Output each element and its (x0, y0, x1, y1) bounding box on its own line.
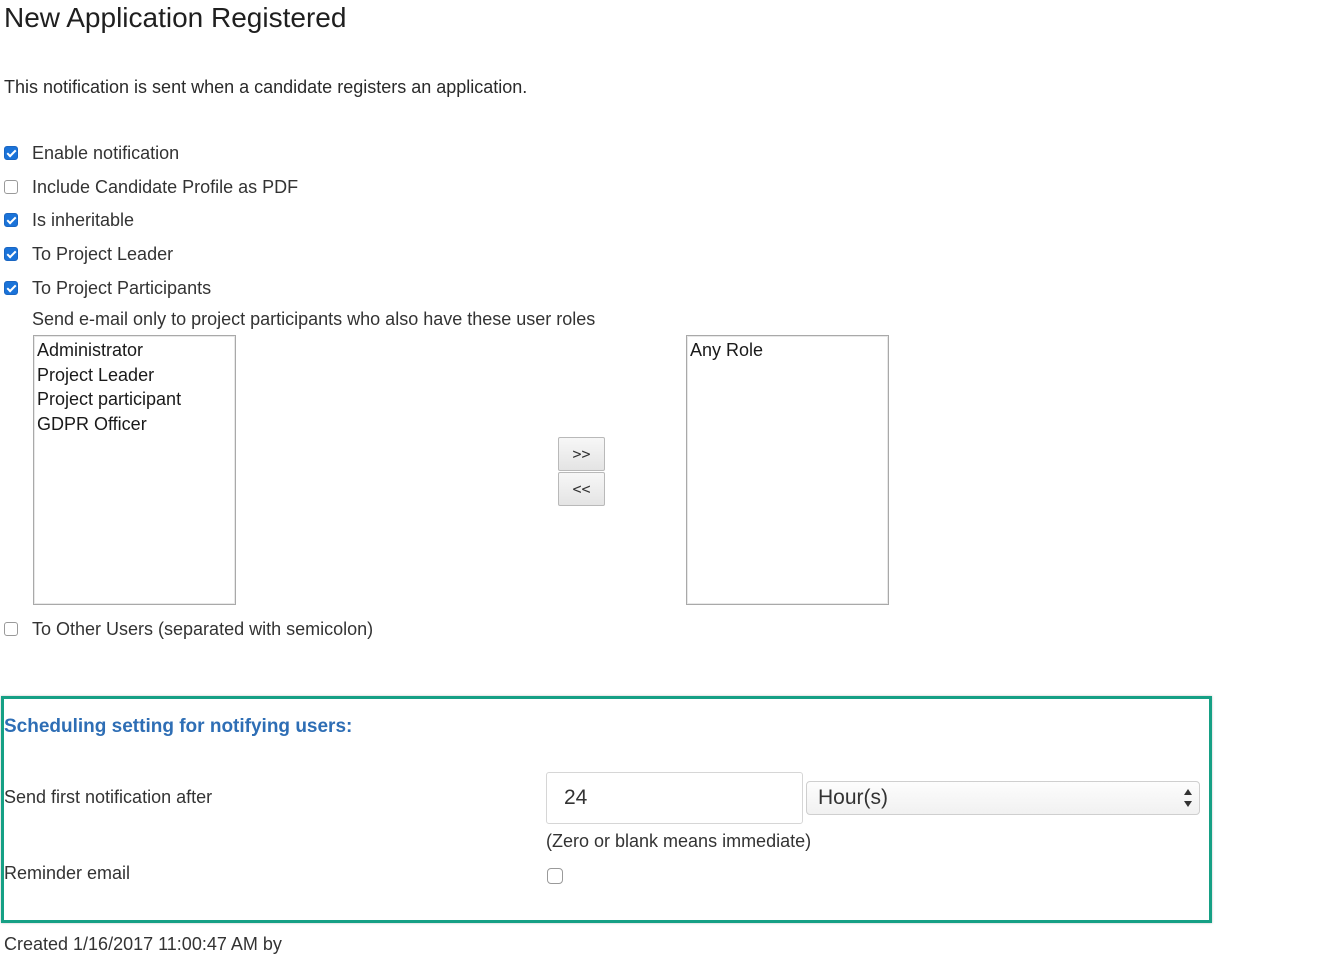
enable-notification-checkbox[interactable] (4, 146, 18, 160)
inheritable-checkbox[interactable] (4, 213, 18, 227)
role-option[interactable]: Administrator (37, 340, 144, 360)
inheritable-option[interactable] (4, 208, 134, 232)
first-notification-label: Send first notification after (4, 787, 213, 807)
select-arrows-icon (1183, 789, 1193, 807)
inheritable-label: Is inheritable (32, 209, 135, 230)
role-option[interactable]: GDPR Officer (37, 413, 147, 434)
immediate-hint: (Zero or blank means immediate) (546, 831, 812, 851)
project-participants-checkbox[interactable] (4, 281, 18, 295)
add-role-button[interactable]: >> (558, 437, 605, 471)
other-users-checkbox[interactable] (4, 622, 18, 636)
include-pdf-checkbox[interactable] (4, 180, 18, 194)
reminder-email-label: Reminder email (4, 863, 131, 883)
first-notification-input[interactable]: 24 (546, 772, 803, 824)
project-leader-label: To Project Leader (32, 243, 174, 264)
enable-notification-label: Enable notification (32, 142, 180, 163)
time-unit-value: Hour(s) (818, 786, 889, 809)
enable-notification-option[interactable] (4, 141, 179, 165)
include-pdf-label: Include Candidate Profile as PDF (32, 176, 299, 197)
reminder-email-checkbox[interactable] (547, 868, 563, 884)
other-users-option[interactable] (4, 617, 373, 641)
project-leader-option[interactable] (4, 242, 173, 266)
roles-hint: Send e-mail only to project participants who also have these user roles (32, 309, 596, 329)
role-option[interactable]: Project Leader (37, 364, 155, 385)
page-title: New Application Registered (4, 2, 347, 33)
selected-role-option[interactable]: Any Role (690, 340, 764, 360)
created-info: Created 1/16/2017 11:00:47 AM by (4, 934, 282, 954)
role-option[interactable]: Project participant (37, 389, 182, 409)
selected-roles-list[interactable] (686, 335, 889, 605)
remove-role-button[interactable]: << (558, 472, 605, 506)
project-participants-label: To Project Participants (32, 277, 212, 298)
available-roles-list[interactable] (33, 335, 236, 605)
scheduling-heading: Scheduling setting for notifying users: (4, 716, 353, 737)
time-unit-select[interactable] (806, 781, 1200, 815)
project-leader-checkbox[interactable] (4, 247, 18, 261)
include-pdf-option[interactable] (4, 175, 298, 199)
page-description: This notification is sent when a candidate registers an application. (4, 77, 528, 97)
other-users-label: To Other Users (separated with semicolon) (32, 618, 374, 639)
project-participants-option[interactable] (4, 276, 211, 300)
